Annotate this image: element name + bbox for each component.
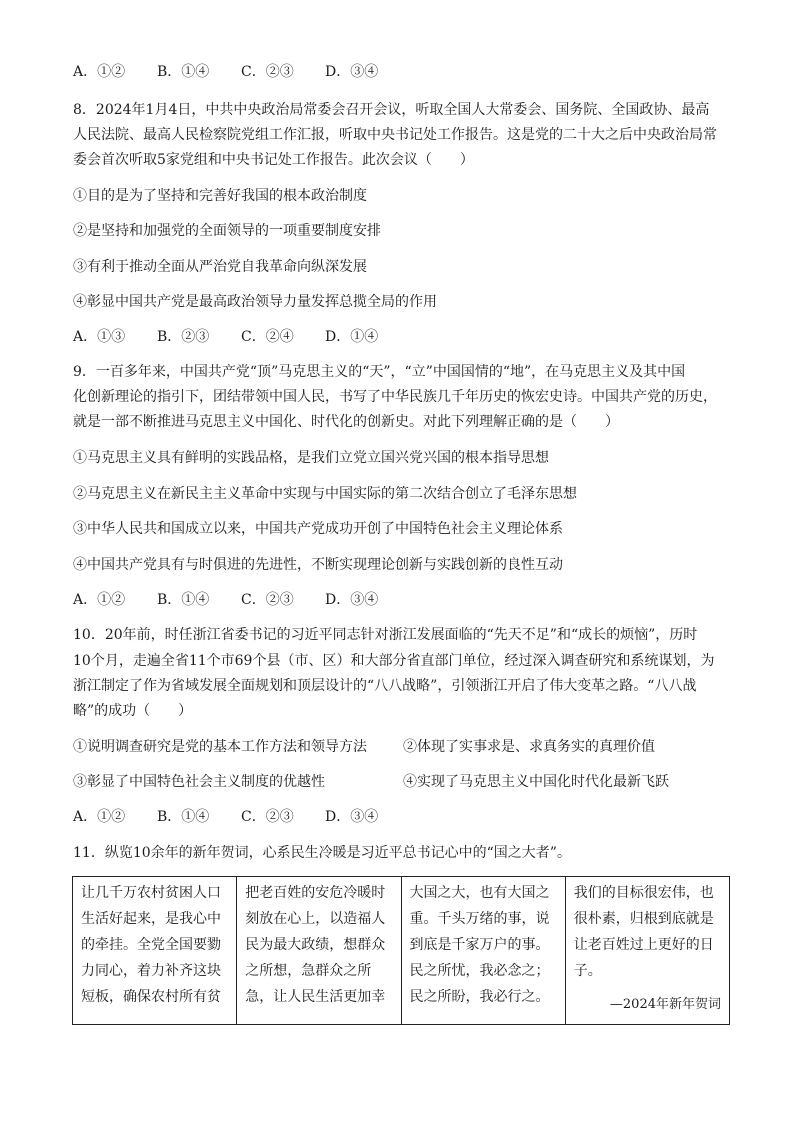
q8-option-a[interactable]: A．①③ [73, 329, 126, 345]
q9-stem-line-1: 9．一百多年来，中国共产党“顶”马克思主义的“天”，“立”中国国情的“地”，在马克思主义及其中国 [73, 364, 686, 380]
q10-item-3: ③彰显了中国特色社会主义制度的优越性 [73, 774, 325, 790]
q10-options [73, 807, 409, 827]
q8-item-1: ①目的是为了坚持和完善好我国的根本政治制度 [73, 188, 367, 204]
q10-option-b[interactable]: B．①④ [157, 809, 210, 825]
q10-stem-line-1: 10．20年前，时任浙江省委书记的习近平同志针对浙江发展面临的“先天不足”和“成长的烦恼”，历时 [73, 627, 698, 643]
q11-stem: 11．纵览10余年的新年贺词，心系民生冷暖是习近平总书记心中的“国之大者”。 [73, 845, 571, 861]
q9-item-1: ①马克思主义具有鲜明的实践品格，是我们立党立国兴党兴国的根本指导思想 [73, 450, 549, 466]
quote-signature: —2024年新年贺词 [609, 997, 721, 1012]
q7-options [73, 62, 409, 82]
q9-option-d[interactable]: D．③④ [325, 592, 379, 608]
q9-item-2: ②马克思主义在新民主主义革命中实现与中国实际的第二次结合创立了毛泽东思想 [73, 486, 577, 502]
q10-option-c[interactable]: C．②③ [241, 809, 294, 825]
q8-item-2: ②是坚持和加强党的全面领导的一项重要制度安排 [73, 223, 381, 239]
q8-options [73, 327, 409, 347]
q9-item-3: ③中华人民共和国成立以来，中国共产党成功开创了中国特色社会主义理论体系 [73, 521, 563, 537]
q9-option-c[interactable]: C．②③ [241, 592, 294, 608]
q7-option-c[interactable]: C．②③ [241, 64, 294, 80]
q9-option-a[interactable]: A．①② [73, 592, 126, 608]
q8-option-b[interactable]: B．②③ [157, 329, 210, 345]
q10-option-a[interactable]: A．①② [73, 809, 126, 825]
q10-stem-line-2: 10个月，走遍全省11个市69个县（市、区）和大部分省直部门单位，经过深入调查研究和系统谋划，为 [73, 653, 715, 669]
q8-option-c[interactable]: C．②④ [241, 329, 294, 345]
quote-cell-3 [401, 877, 565, 1025]
quote-text-3: 大国之大，也有大国之重。千头万绪的事，说到底是千家万户的事。民之所忧，我必念之；民之所盼，我必行之。 [409, 885, 550, 1005]
quote-text-4: 我们的目标很宏伟，也很朴素，归根到底就是让老百姓过上更好的日子。 [573, 885, 714, 979]
q8-stem-line-2: 人民法院、最高人民检察院党组工作汇报，听取中央书记处工作报告。这是党的二十大之后中央政治局常 [73, 127, 717, 143]
q8-stem-line-3: 委会首次听取5家党组和中央书记处工作报告。此次会议（ ） [73, 152, 474, 168]
q10-items-row-1 [73, 737, 733, 757]
quotes-row [73, 877, 730, 1025]
quote-text-2: 把老百姓的安危冷暖时刻放在心上，以造福人民为最大政绩，想群众之所想，急群众之所急，让人民生活更加幸 [245, 885, 386, 1005]
q8-item-4: ④彰显中国共产党是最高政治领导力量发挥总揽全局的作用 [73, 294, 437, 310]
q10-item-2: ②体现了实事求是、求真务实的真理价值 [403, 739, 655, 755]
quote-cell-2 [237, 877, 401, 1025]
q10-item-1: ①说明调查研究是党的基本工作方法和领导方法 [73, 739, 367, 755]
q10-items-row-2 [73, 772, 733, 792]
quote-cell-1 [73, 877, 237, 1025]
quote-cell-4 [565, 877, 729, 1025]
quote-text-1: 让几千万农村贫困人口生活好起来，是我心中的牵挂。全党全国要勠力同心，着力补齐这块短板，确保农村所有贫 [81, 885, 221, 1005]
quotes-table [72, 876, 730, 1025]
q9-stem-line-3: 就是一部不断推进马克思主义中国化、时代化的创新史。对此下列理解正确的是（ ） [73, 414, 619, 430]
q10-option-d[interactable]: D．③④ [325, 809, 379, 825]
q8-option-d[interactable]: D．①④ [325, 329, 379, 345]
q8-item-3: ③有利于推动全面从严治党自我革命向纵深发展 [73, 259, 367, 275]
q7-option-b[interactable]: B．①④ [157, 64, 210, 80]
q9-stem-line-2: 化创新理论的指引下，团结带领中国人民，书写了中华民族几千年历史的恢宏史诗。中国共产党的历史， [73, 389, 717, 405]
q9-option-b[interactable]: B．①④ [157, 592, 210, 608]
q9-item-4: ④中国共产党具有与时俱进的先进性，不断实现理论创新与实践创新的良性互动 [73, 557, 563, 573]
q10-stem-line-3: 浙江制定了作为省域发展全面规划和顶层设计的“八八战略”，引领浙江开启了伟大变革之路。“八八战 [73, 678, 697, 694]
q10-stem-line-4: 略”的成功（ ） [73, 703, 193, 719]
q7-option-d[interactable]: D．③④ [325, 64, 379, 80]
q9-options [73, 590, 409, 610]
q8-stem-line-1: 8．2024年1月4日，中共中央政治局常委会召开会议，听取全国人大常委会、国务院、全国政协、最高 [73, 102, 710, 118]
q10-item-4: ④实现了马克思主义中国化时代化最新飞跃 [403, 774, 669, 790]
q7-option-a[interactable]: A．①② [73, 64, 126, 80]
